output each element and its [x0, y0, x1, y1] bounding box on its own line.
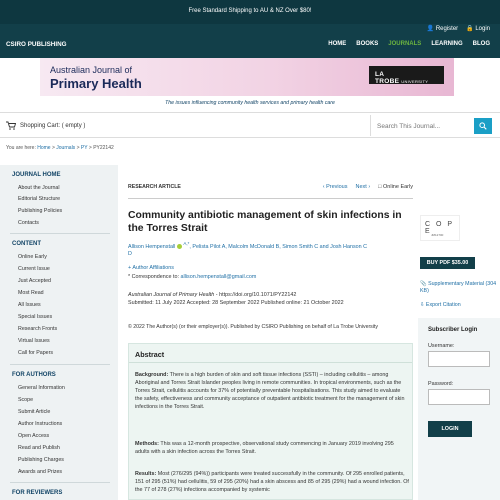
- search-row: [0, 112, 500, 138]
- sidebar-item-just-accepted[interactable]: Just Accepted: [18, 278, 51, 284]
- next-link[interactable]: Next ›: [355, 184, 371, 190]
- article-nav: [323, 184, 413, 190]
- export-citation-link[interactable]: ⇩ Export Citation: [420, 302, 461, 308]
- sidebar-item-all-issues[interactable]: All Issues: [18, 302, 41, 308]
- journal-banner[interactable]: [40, 58, 454, 96]
- menu-books[interactable]: BOOKS: [356, 41, 379, 47]
- buy-pdf-button[interactable]: BUY PDF $35.00: [420, 257, 475, 269]
- main-header: [0, 24, 500, 58]
- section-content[interactable]: CONTENT: [12, 241, 41, 247]
- author-list: Allison Hempenstall $^{A,*}$, Pelista Pilot A, Malcolm McDonald B, Simon Smith C and Josh Hanson C D: [128, 241, 368, 258]
- section-for-authors[interactable]: FOR AUTHORS: [12, 372, 56, 378]
- divider: [10, 364, 110, 365]
- sidebar-item-editorial[interactable]: Editorial Structure: [18, 196, 61, 202]
- journal-banner-area: [0, 58, 500, 112]
- sidebar-item-author-instructions[interactable]: Author Instructions: [18, 421, 63, 427]
- cart-icon: [6, 121, 16, 130]
- author-names-rest[interactable]: , Pelista Pilot A, Malcolm McDonald B, Simon Smith C and Josh Hanson C: [189, 243, 368, 250]
- register-link[interactable]: 👤 Register: [426, 26, 459, 32]
- article-header: [128, 184, 413, 196]
- sidebar-item-scope[interactable]: Scope: [18, 397, 34, 403]
- journal-search: [370, 115, 492, 136]
- abstract-results: Results: Most (276/295 (94%)) participants were treated successfully in the community. Of 295 enrolled patients, 151 of 295 (51%) had cellulitis, 59 of 295 (20%) had a skin abscess and 85 of 295 (29%) had a wound infection. Of the 77 of 278 (27%) infections accompanied by systemic: [135, 471, 409, 493]
- sidebar-item-read-and-publish[interactable]: Read and Publish: [18, 445, 60, 451]
- username-field[interactable]: [428, 351, 490, 367]
- cope-logo[interactable]: C O P E JM12700: [420, 215, 460, 241]
- breadcrumb-py[interactable]: PY: [80, 145, 88, 151]
- brand-logo[interactable]: CSIRO PUBLISHING: [6, 41, 67, 48]
- shopping-cart[interactable]: [6, 121, 85, 130]
- username-label: Username:: [428, 343, 455, 349]
- menu-home[interactable]: HOME: [328, 41, 347, 47]
- breadcrumb-journals[interactable]: Journals: [56, 145, 76, 151]
- sidebar-item-contacts[interactable]: Contacts: [18, 220, 39, 226]
- previous-link[interactable]: ‹ Previous: [322, 184, 348, 190]
- divider: [129, 362, 412, 363]
- sidebar-item-most-read[interactable]: Most Read: [18, 290, 44, 296]
- sidebar-item-publishing-charges[interactable]: Publishing Charges: [18, 457, 64, 463]
- search-button[interactable]: [474, 118, 492, 134]
- orcid-icon[interactable]: [177, 244, 182, 249]
- divider: [10, 482, 110, 483]
- subscriber-login: [418, 318, 500, 500]
- password-label: Password:: [428, 381, 454, 387]
- left-sidebar: [0, 165, 118, 500]
- author-affiliations-toggle[interactable]: + Author Affiliations: [128, 265, 174, 271]
- article-dates: Submitted: 11 July 2022 Accepted: 28 September 2022 Published online: 21 October 2022: [128, 299, 344, 306]
- login-link[interactable]: 🔒 Login: [466, 26, 490, 32]
- sidebar-item-research-fronts[interactable]: Research Fronts: [18, 326, 58, 332]
- menu-blog[interactable]: BLOG: [472, 41, 490, 47]
- sidebar-item-special-issues[interactable]: Special Issues: [18, 314, 53, 320]
- article-type: RESEARCH ARTICLE: [128, 184, 181, 190]
- shipping-text: Free Standard Shipping to AU & NZ Over $80!: [188, 8, 312, 14]
- doi-link[interactable]: - https://doi.org/10.1071/PY22142: [214, 292, 297, 298]
- sidebar-item-submit-article[interactable]: Submit Article: [18, 409, 51, 415]
- correspondence-email[interactable]: allison.hempenstall@gmail.com: [180, 274, 257, 280]
- breadcrumb-current: PY22142: [93, 145, 114, 151]
- author-name[interactable]: Allison Hempenstall: [128, 243, 176, 250]
- abstract-background: Background: There is a high burden of skin and soft tissue infections (SSTI) – including cellulitis – among Aboriginal and Torres Strait Islander peoples living in remote communities. In tropical environments, such as the Torres Strait, cellulitis accounts for 37% of potentially preventable hospitalisations. This study aimed to evaluate the safety, effectiveness and community acceptance of outpatient antibiotic treatment for the management of skin infections in the Torres Strait.: [135, 372, 405, 410]
- correspondence: * Correspondence to: allison.hempenstall@gmail.com: [128, 274, 257, 280]
- sidebar-item-open-access[interactable]: Open Access: [18, 433, 50, 439]
- supplementary-material-link[interactable]: 📎 Supplementary Material (304 KB): [420, 281, 497, 294]
- sidebar-item-general-info[interactable]: General Information: [18, 385, 65, 391]
- sidebar-item-awards[interactable]: Awards and Prizes: [18, 469, 63, 475]
- abstract-heading: Abstract: [135, 350, 165, 359]
- abstract-box: [128, 343, 413, 500]
- sidebar-item-policies[interactable]: Publishing Policies: [18, 208, 63, 214]
- breadcrumb: You are here: Home > Journals > PY > PY22142: [6, 145, 114, 151]
- search-icon: [479, 122, 487, 130]
- password-field[interactable]: [428, 389, 490, 405]
- breadcrumb-home[interactable]: Home: [37, 145, 51, 151]
- divider: [128, 198, 413, 199]
- sidebar-item-current-issue[interactable]: Current Issue: [18, 266, 50, 272]
- section-for-reviewers[interactable]: FOR REVIEWERS: [12, 490, 63, 496]
- section-journal-home[interactable]: JOURNAL HOME: [12, 172, 61, 178]
- menu-learning[interactable]: LEARNING: [431, 41, 463, 47]
- copyright-notice: © 2022 The Author(s) (or their employer(s)). Published by CSIRO Publishing on behalf of La Trobe University: [128, 324, 378, 330]
- article-title: Community antibiotic management of skin infections in the Torres Strait: [128, 210, 402, 234]
- cart-label: Shopping Cart: ( empty ): [20, 122, 86, 129]
- abstract-methods: Methods: This was a 12-month prospective, observational study commencing in January 2019 involving 295 adults with a skin infection across the Torres Strait.: [135, 441, 394, 455]
- la-trobe-logo: LA TROBE UNIVERSITY: [369, 66, 444, 84]
- journal-name-line2: Primary Health: [50, 76, 142, 91]
- sidebar-item-about[interactable]: About the Journal: [18, 185, 60, 191]
- main-menu: [328, 41, 490, 47]
- citation-block: [128, 292, 418, 307]
- search-input[interactable]: [377, 120, 467, 132]
- divider: [10, 233, 110, 234]
- journal-tagline: The issues influencing community health services and primary health care: [165, 100, 335, 106]
- sidebar-item-online-early[interactable]: Online Early: [18, 254, 47, 260]
- shipping-bar: [0, 0, 500, 24]
- login-button[interactable]: LOGIN: [428, 421, 472, 437]
- journal-citation: Australian Journal of Primary Health: [128, 292, 215, 298]
- account-links: [427, 25, 490, 32]
- journal-name-line1: Australian Journal of: [50, 65, 133, 75]
- login-heading: Subscriber Login: [428, 327, 478, 333]
- online-early-link[interactable]: □ Online Early: [378, 184, 413, 190]
- menu-journals[interactable]: JOURNALS: [388, 41, 422, 47]
- sidebar-item-call-for-papers[interactable]: Call for Papers: [18, 350, 54, 356]
- sidebar-item-virtual-issues[interactable]: Virtual Issues: [18, 338, 50, 344]
